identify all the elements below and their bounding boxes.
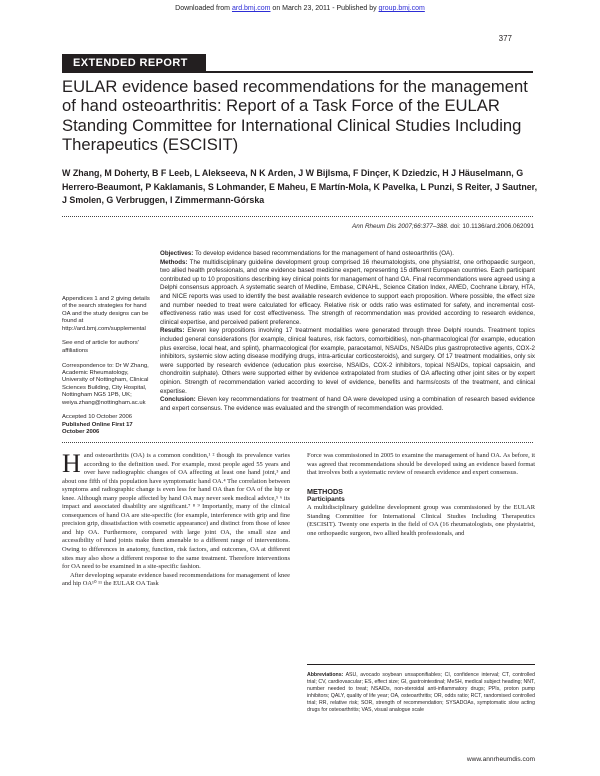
abstract-objectives: [160, 250, 535, 259]
abbreviations-footnote: [307, 672, 535, 715]
intro-text: and osteoarthritis (OA) is a common condition,¹ ² though its prevalence varies according to the definition used. For example, most people aged 55 years and over have radiographic changes of OA affecting at least one hand joint,³ and about one fifth of this population have symptomatic hand OA.⁴ The correlation between symptoms and radiographic change is even less for hand OA than for OA of the hip or knee. Although many people affected by hand OA may never seek medical advice,⁵ ⁶ its impact and associated disability are significant.⁷ ⁸ ⁹ Importantly, many of the clinical consequences of hand OA are site-specific (for example, interference with grip and fine precision grip, dissatisfaction with cosmetic appearance) and distinct from those of knee and hip OA. Furthermore, compared with large joint OA, the small size and accessibility of hand joints make them amenable to a different range of interventions. Owing to differences in anatomy, function, risk factors, and outcomes, OA at different sites may also show a different response to the same treatment. Therefore interventions for OA need to be examined in a site-specific fashion.: [62, 452, 290, 571]
intro-paragraph: [62, 449, 290, 572]
citation-line: [352, 223, 534, 230]
journal-reference: Ann Rheum Dis 2007;66:377–388.: [352, 223, 449, 230]
participants-paragraph: A multidisciplinary guideline development group was commissioned by the EULAR Standing Committee for International Clinical Studies Including Therapeutics (ESCISIT). Twenty one experts in the field of OA (16 rheumatologists, one physiatrist, one orthopaedic surgeon, two allied health professionals, and: [307, 504, 535, 537]
methods-heading: METHODS: [307, 486, 343, 496]
results-text: Eleven key propositions involving 17 treatment modalities were generated through three Delphi rounds. Treatment topics included general considerations (for example, clinical features, risk factors, comorbidities), non-pharmacological (for example, education plus exercise, local heat, and splint), pharmacological (for example, paracetamol, NSAIDs, NSAIDs plus gastroprotective agents, COX-2 inhibitors, systemic slow acting disease modifying drugs, intra-articular corticosteroids), and surgery. Of 17 treatment modalities, only six were supported by research evidence (education plus exercise, NSAIDs, COX-2 inhibitors, topical NSAIDs, topical capsaicin, and chondroitin sulphate). Others were supported either by evidence extrapolated from studies of OA affecting other joint sites or by expert opinion. Strength of recommendation varied according to level of evidence, benefits and harms/costs of the treatment, and clinical expertise.: [160, 327, 535, 395]
abbreviations-rule: [307, 664, 535, 665]
results-label: Results:: [160, 327, 185, 335]
body-column-left: [62, 449, 290, 589]
participants-heading: Participants: [307, 495, 345, 503]
download-prefix: Downloaded from: [175, 5, 232, 12]
page-number: 377: [498, 34, 512, 43]
abbreviations-label: Abbreviations:: [307, 672, 344, 678]
drop-cap: H: [62, 449, 81, 478]
conclusion-text: Eleven key recommendations for treatment of hand OA were developed using a combination of research based evidence and expert consensus. The evidence was evaluated and the strength of recommendation was provided.: [160, 396, 535, 412]
doi: doi: 10.1136/ard.2006.062091: [448, 223, 534, 230]
abstract-results: [160, 327, 535, 396]
abbreviations-text: ASU, avocado soybean unsaponifiables; CI, confidence interval; CT, controlled trial; CV, cardiovascular; ES, effect size; GI, gastrointestinal; MeSH, medical subject heading; NNT, number needed to treat; NSAIDs, non-steroidal anti-inflammatory drugs; PPIs, proton pump inhibitors; QALY, quality of life year; OA, osteoarthritis; OR, odds ratio; RCT, randomised controlled trial; RR, relative risk; SOR, strength of recommendation; SYSADOAs, symptomatic slow acting drugs for osteoarthritis; VAS, visual analogue scale: [307, 672, 535, 714]
dotted-divider-top: [62, 216, 533, 217]
abstract-conclusion: [160, 396, 535, 413]
site-link[interactable]: ard.bmj.com: [231, 5, 271, 12]
objectives-label: Objectives:: [160, 250, 194, 257]
dotted-divider-bottom: [62, 442, 533, 443]
publisher-link[interactable]: group.bmj.com: [378, 5, 425, 12]
abstract-methods: [160, 259, 535, 328]
section-badge: EXTENDED REPORT: [62, 54, 206, 72]
correspondence: Correspondence to: Dr W Zhang, Academic Rheumatology, University of Nottingham, Clinical Sciences Building, City Hospital, Nottingham NG5 1PB, UK; weiya.zhang@nottingham.ac.uk: [62, 362, 149, 406]
supplemental-note: Appendices 1 and 2 giving details of the search strategies for hand OA and the study designs can be found at http://ard.bmj.com/supplemental: [62, 296, 150, 332]
affiliations-note: See end of article for authors' affiliations: [62, 340, 139, 354]
intro-paragraph-2: After developing separate evidence based recommendations for management of knee and hip OA¹⁰ ¹¹ the EULAR OA Task: [62, 571, 290, 588]
objectives-text: To develop evidence based recommendations for the management of hand osteoarthritis (OA).: [193, 250, 454, 257]
methods-label: Methods:: [160, 258, 188, 266]
body-column-right: [307, 452, 535, 538]
article-title: EULAR evidence based recommendations for the management of hand osteoarthritis: Report of a Task Force of the EULAR Standing Committee for International Clinical Studies Including Therapeutics (ESCISIT): [62, 77, 528, 154]
download-mid: on March 23, 2011 - Published by: [270, 5, 379, 12]
accepted-date: Accepted 10 October 2006: [62, 414, 133, 421]
article-sidebar: [62, 296, 154, 437]
journal-website[interactable]: www.annrheumdis.com: [466, 756, 535, 763]
published-online-date: Published Online First 17 October 2006: [62, 421, 133, 436]
header-rule: [62, 71, 533, 73]
methods-text: The multidisciplinary guideline development group comprised 16 rheumatologists, one physiatrist, one orthopaedic surgeon, two allied health professionals, and one evidence based medicine expert, representing 15 different European countries. Each participant contributed up to 10 propositions describing key clinical points for management of hand OA. Final recommendations were agreed using a Delphi consensus approach. A systematic search of Medline, Embase, CINAHL, Science Citation Index, AMED, Cochrane Library, HTA, and NICE reports was used to identify the best available research evidence to support each proposition. Where possible, the effect size and number needed to treat were calculated for efficacy. Relative risk or odds ratio was estimated for safety, and incremental cost-effectiveness ratio was used for cost effectiveness. The strength of recommendation was provided according to research evidence, clinical expertise, and perceived patient preference.: [160, 258, 535, 326]
author-list: W Zhang, M Doherty, B F Leeb, L Alekseeva, N K Arden, J W Bijlsma, F Dinçer, K Dziedzic, H J Häuselmann, G Herrero-Beaumont, P Kaklamanis, S Lohmander, E Maheu, E Martín-Mola, K Pavelka, L Punzi, S Reiter, J Sautner, J Smolen, G Verbruggen, I Zimmermann-Górska: [62, 168, 538, 206]
download-banner: [0, 5, 600, 12]
abstract: [160, 250, 535, 413]
conclusion-label: Conclusion:: [160, 396, 196, 404]
continued-paragraph: Force was commissioned in 2005 to examine the management of hand OA. As before, it was agreed that recommendations should be developed using an evidence based format that involves both a systematic review of research evidence and expert consensus.: [307, 452, 535, 477]
